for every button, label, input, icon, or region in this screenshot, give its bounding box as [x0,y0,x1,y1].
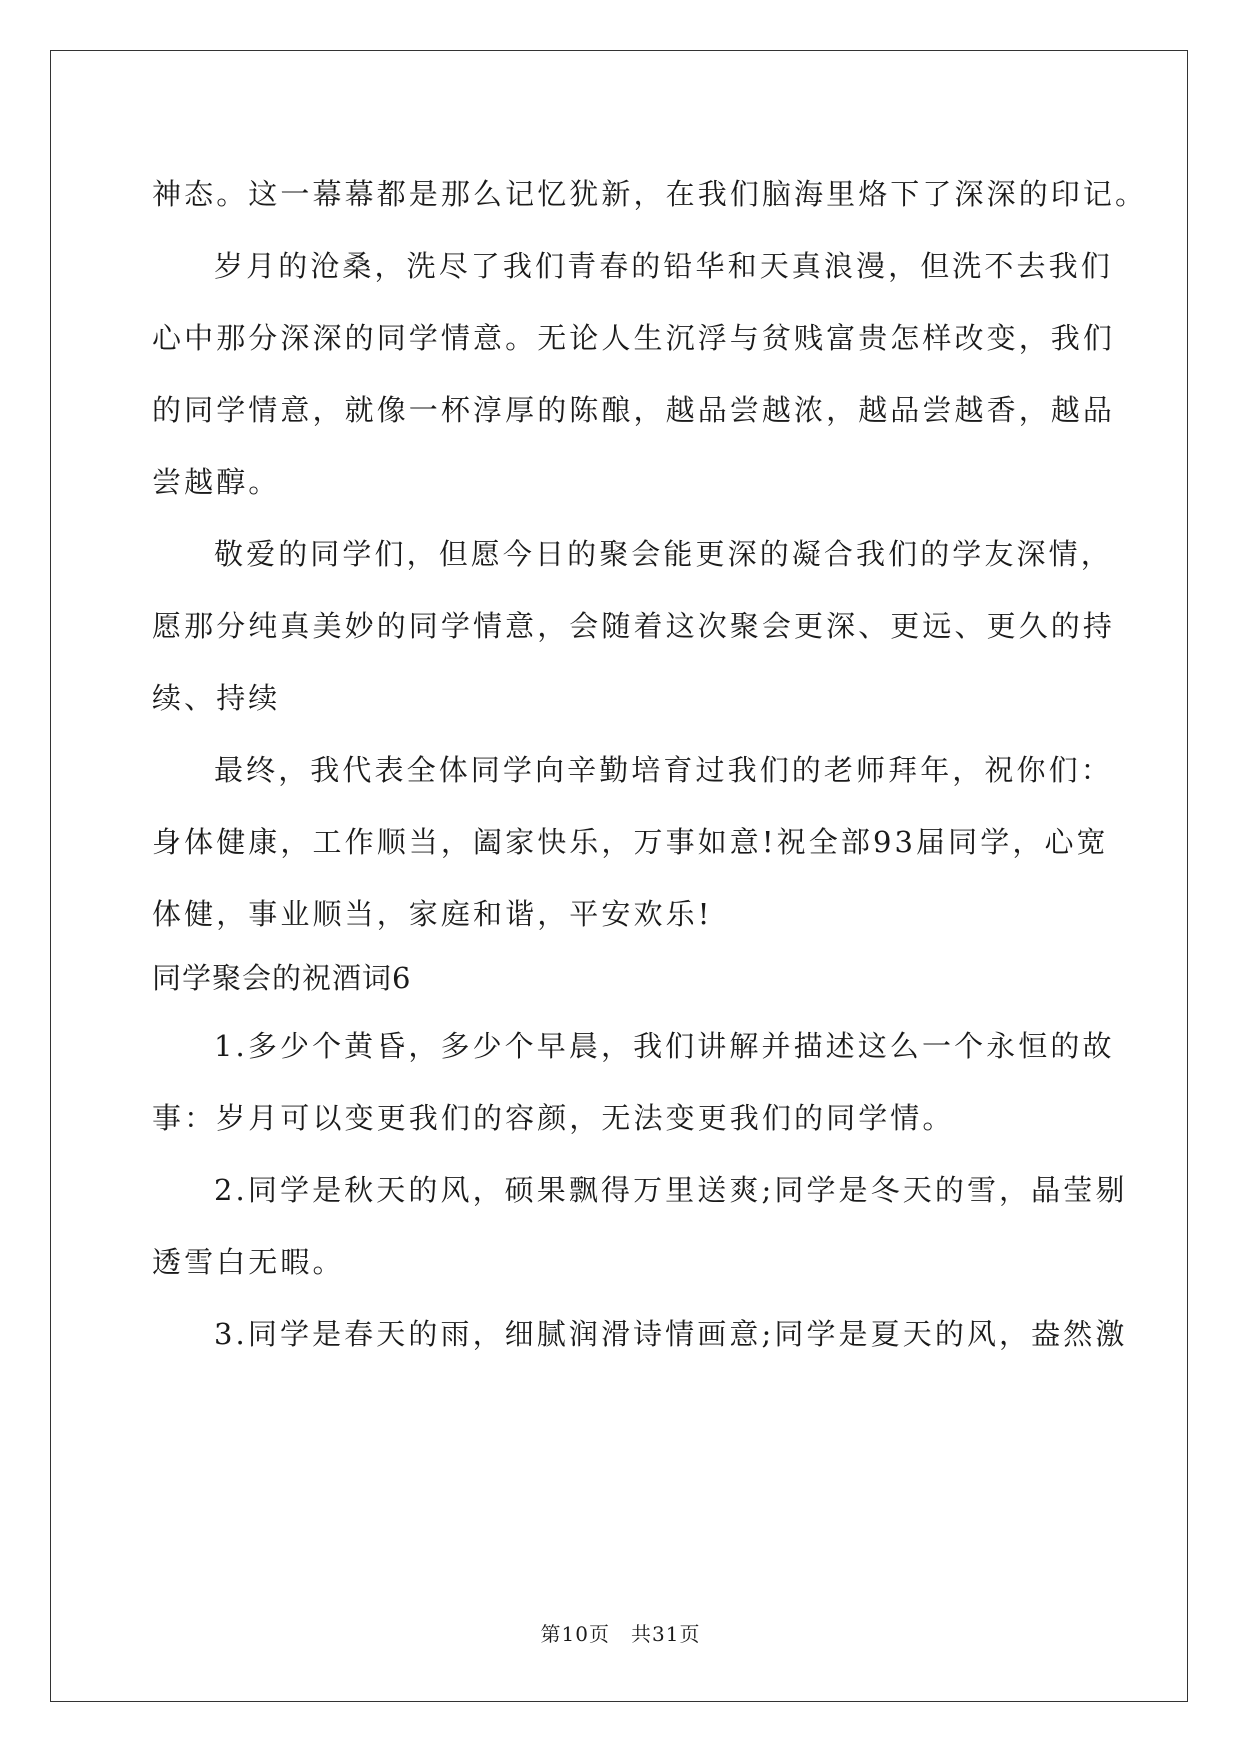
page-border [50,50,1188,1702]
text-line: 愿那分纯真美妙的同学情意，会随着这次聚会更深、更远、更久的持 [152,609,1116,643]
paragraph-line: 最终，我代表全体同学向辛勤培育过我们的老师拜年，祝你们： [214,753,1113,787]
text-line: 透雪白无暇。 [152,1245,345,1279]
text-line: 事：岁月可以变更我们的容颜，无法变更我们的同学情。 [152,1101,955,1135]
text-line: 体健，事业顺当，家庭和谐，平安欢乐! [152,897,713,931]
text-line: 身体健康，工作顺当，阖家快乐，万事如意!祝全部93届同学，心宽 [152,825,1109,859]
page-number: 第10页 共31页 [540,1622,701,1646]
paragraph-line: 3.同学是春天的雨，细腻润滑诗情画意;同学是夏天的风，盎然激 [214,1317,1128,1351]
text-line: 心中那分深深的同学情意。无论人生沉浮与贫贱富贵怎样改变，我们 [152,321,1116,355]
text-line: 神态。这一幕幕都是那么记忆犹新，在我们脑海里烙下了深深的印记。 [152,177,1148,211]
text-line: 尝越醇。 [152,465,281,499]
paragraph-line: 岁月的沧桑，洗尽了我们青春的铅华和天真浪漫，但洗不去我们 [214,249,1113,283]
section-heading: 同学聚会的祝酒词6 [152,961,412,995]
text-line: 续、持续 [152,681,281,715]
text-line: 的同学情意，就像一杯淳厚的陈酿，越品尝越浓，越品尝越香，越品 [152,393,1116,427]
paragraph-line: 2.同学是秋天的风，硕果飘得万里送爽;同学是冬天的雪，晶莹剔 [214,1173,1128,1207]
paragraph-line: 敬爱的同学们，但愿今日的聚会能更深的凝合我们的学友深情， [214,537,1113,571]
paragraph-line: 1.多少个黄昏，多少个早晨，我们讲解并描述这么一个永恒的故 [214,1029,1115,1063]
